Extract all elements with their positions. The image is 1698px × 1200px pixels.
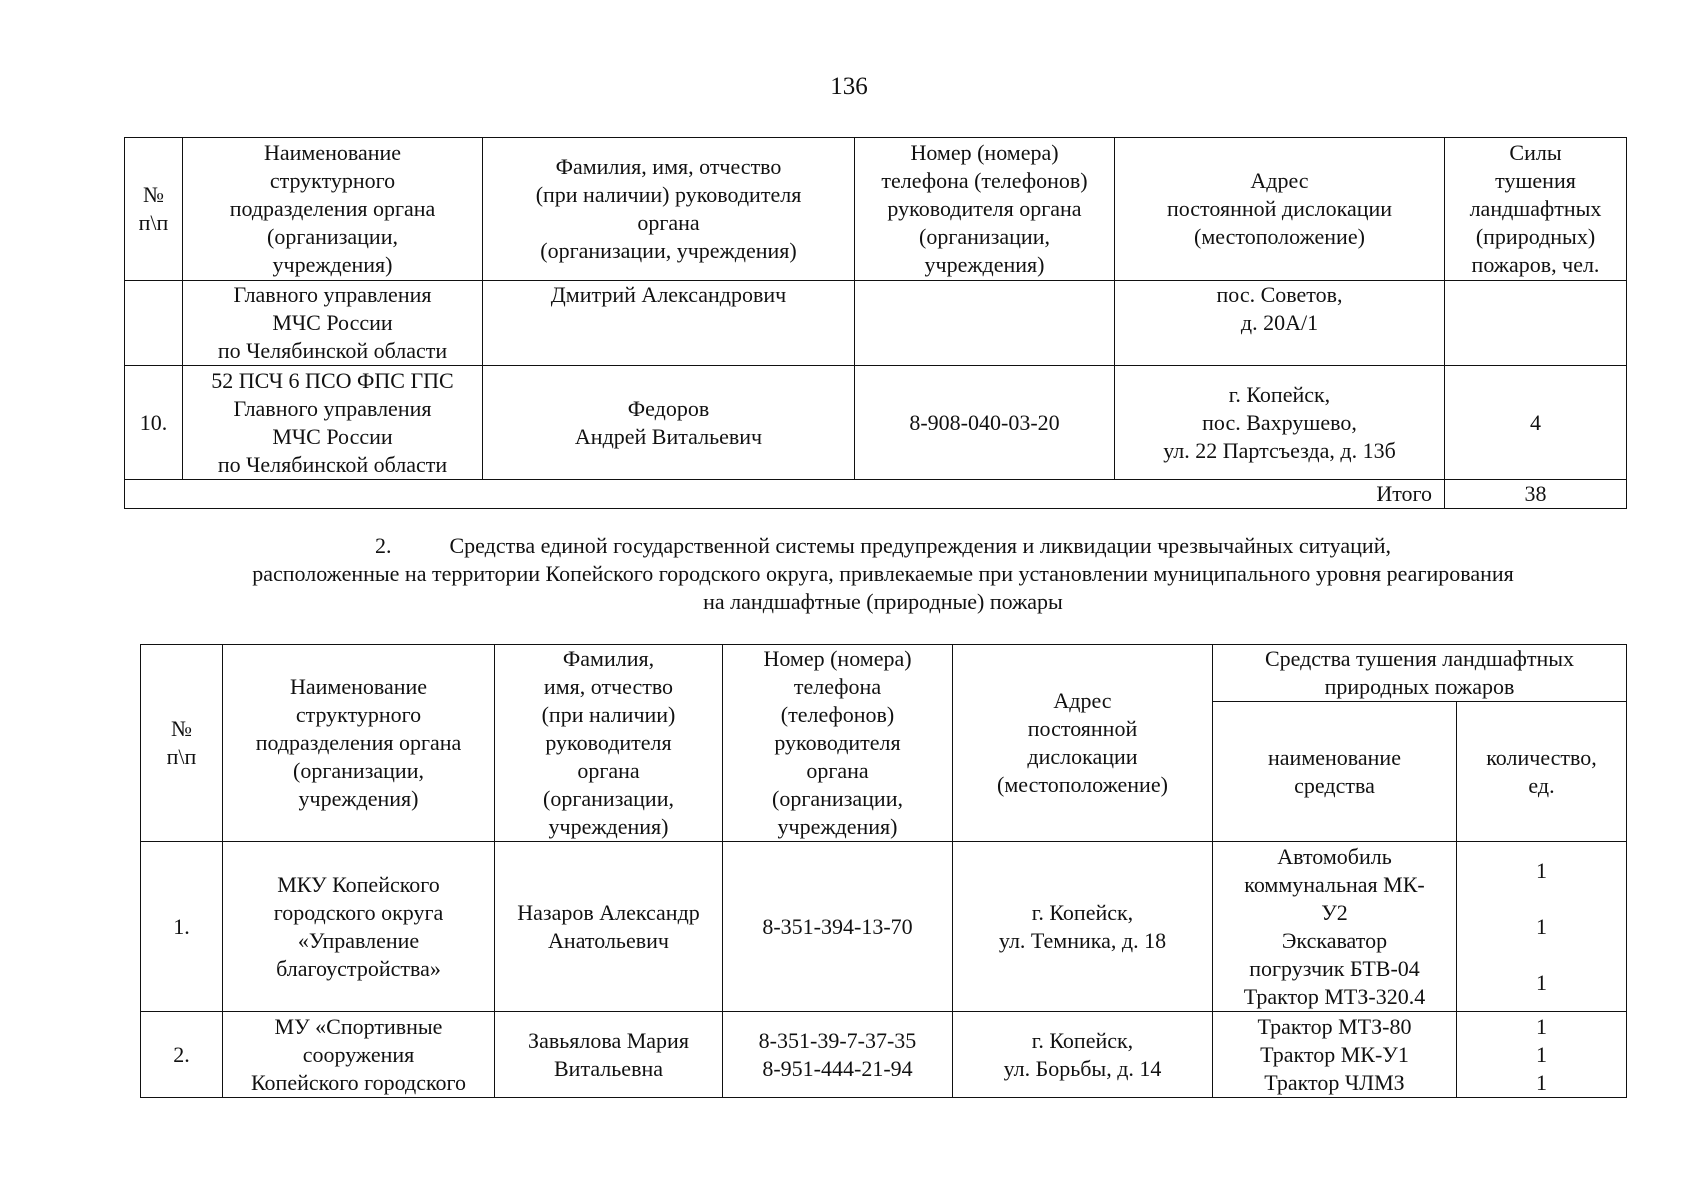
table-header-row xyxy=(141,645,1627,702)
header-address: Адрес постоянной дислокации (местоположение) xyxy=(953,645,1213,842)
cell-num: 10. xyxy=(125,366,183,480)
cell-num: 1. xyxy=(141,842,223,1012)
cell-address: г. Копейск, ул. Темника, д. 18 xyxy=(953,842,1213,1012)
cell-head: Федоров Андрей Витальевич xyxy=(483,366,855,480)
section-heading xyxy=(140,532,1626,616)
page-number: 136 xyxy=(830,73,868,100)
cell-qty xyxy=(1457,842,1627,1012)
cell-unit: МКУ Копейского городского округа «Управление благоустройства» xyxy=(223,842,495,1012)
forces-table xyxy=(124,137,1627,509)
cell-head: Завьялова Мария Витальевна xyxy=(495,1012,723,1098)
total-row xyxy=(125,480,1627,509)
cell-num: 2. xyxy=(141,1012,223,1098)
section-title: Средства единой государственной системы предупреждения и ликвидации чрезвычайных ситуаций, расположенные на территории Копейского городского округа, привлекаемые при установлении муниципального уровня реагирования на ландшафтные (природные) пожары xyxy=(252,533,1514,614)
table-row xyxy=(125,366,1627,480)
header-means-group: Средства тушения ландшафтных природных пожаров xyxy=(1213,645,1627,702)
header-unit: Наименование структурного подразделения органа (организации, учреждения) xyxy=(183,138,483,281)
qty-value: 1 xyxy=(1536,913,1547,939)
table-row xyxy=(141,1012,1627,1098)
cell-head: Назаров Александр Анатольевич xyxy=(495,842,723,1012)
header-head: Фамилия, имя, отчество (при наличии) руководителя органа (организации, учреждения) xyxy=(495,645,723,842)
cell-forces xyxy=(1445,281,1627,366)
header-num: № п\п xyxy=(125,138,183,281)
cell-forces: 4 xyxy=(1445,366,1627,480)
cell-means: Трактор МТЗ-80 Трактор МК-У1 Трактор ЧЛМЗ xyxy=(1213,1012,1457,1098)
header-means-name: наименование средства xyxy=(1213,702,1457,842)
total-value: 38 xyxy=(1445,480,1627,509)
cell-qty xyxy=(1457,1012,1627,1098)
cell-num xyxy=(125,281,183,366)
qty-value: 1 xyxy=(1536,1069,1547,1095)
cell-address: пос. Советов, д. 20А/1 xyxy=(1115,281,1445,366)
cell-unit: МУ «Спортивные сооружения Копейского городского xyxy=(223,1012,495,1098)
table-row xyxy=(125,281,1627,366)
header-head: Фамилия, имя, отчество (при наличии) руководителя органа (организации, учреждения) xyxy=(483,138,855,281)
total-label: Итого xyxy=(125,480,1445,509)
qty-value: 1 xyxy=(1536,857,1547,883)
table-header-row xyxy=(125,138,1627,281)
qty-value: 1 xyxy=(1536,1041,1547,1067)
cell-unit: 52 ПСЧ 6 ПСО ФПС ГПС Главного управления МЧС России по Челябинской области xyxy=(183,366,483,480)
cell-phone xyxy=(855,281,1115,366)
cell-head: Дмитрий Александрович xyxy=(483,281,855,366)
cell-phone: 8-908-040-03-20 xyxy=(855,366,1115,480)
qty-value: 1 xyxy=(1536,1013,1547,1039)
header-phone: Номер (номера) телефона (телефонов) руководителя органа (организации, учреждения) xyxy=(855,138,1115,281)
header-num: № п\п xyxy=(141,645,223,842)
table-row xyxy=(141,842,1627,1012)
means-table xyxy=(140,644,1627,1098)
cell-phone: 8-351-394-13-70 xyxy=(723,842,953,1012)
header-address: Адрес постоянной дислокации (местоположение) xyxy=(1115,138,1445,281)
section-number: 2. xyxy=(375,533,392,558)
cell-unit: Главного управления МЧС России по Челябинской области xyxy=(183,281,483,366)
cell-address: г. Копейск, пос. Вахрушево, ул. 22 Партсъезда, д. 13б xyxy=(1115,366,1445,480)
qty-value: 1 xyxy=(1536,969,1547,995)
header-unit: Наименование структурного подразделения органа (организации, учреждения) xyxy=(223,645,495,842)
cell-address: г. Копейск, ул. Борьбы, д. 14 xyxy=(953,1012,1213,1098)
cell-means: Автомобиль коммунальная МК- У2 Экскаватор погрузчик БТВ-04 Трактор МТЗ-320.4 xyxy=(1213,842,1457,1012)
header-means-qty: количество, ед. xyxy=(1457,702,1627,842)
cell-phone: 8-351-39-7-37-35 8-951-444-21-94 xyxy=(723,1012,953,1098)
header-forces: Силы тушения ландшафтных (природных) пожаров, чел. xyxy=(1445,138,1627,281)
header-phone: Номер (номера) телефона (телефонов) руководителя органа (организации, учреждения) xyxy=(723,645,953,842)
